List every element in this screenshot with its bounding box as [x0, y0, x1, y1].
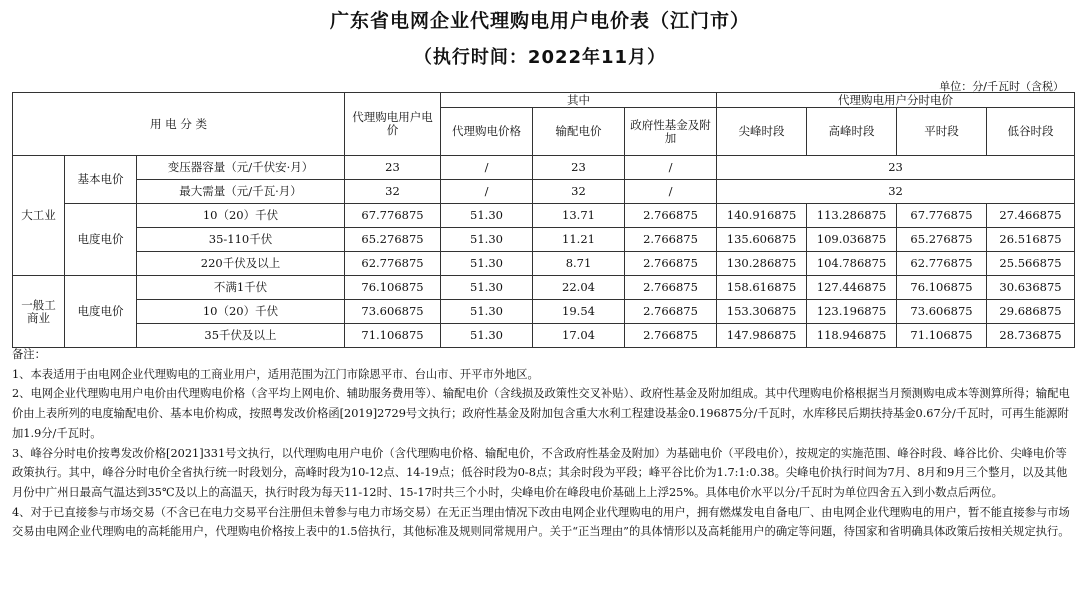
header-fund: 政府性基金及附加: [625, 108, 717, 156]
table-row: [13, 300, 1075, 324]
subgroup-energy-price: 电度电价: [65, 276, 137, 348]
cell-fund: 2.766875: [625, 324, 717, 348]
cell-high: 104.786875: [807, 252, 897, 276]
page-title: 广东省电网企业代理购电用户电价表（江门市）: [329, 10, 750, 32]
cell-agent: 32: [345, 180, 441, 204]
cell-peak: 135.606875: [717, 228, 807, 252]
cell-flat: 65.276875: [897, 228, 987, 252]
header-valley: 低谷时段: [987, 108, 1075, 156]
header-flat: 平时段: [897, 108, 987, 156]
cell-flat: 76.106875: [897, 276, 987, 300]
cell-valley: 29.686875: [987, 300, 1075, 324]
cell-valley: 27.466875: [987, 204, 1075, 228]
header-category: 用 电 分 类: [13, 93, 345, 156]
cell-fund: /: [625, 156, 717, 180]
cell-high: 127.446875: [807, 276, 897, 300]
row-name: 220千伏及以上: [137, 252, 345, 276]
table-row: [13, 252, 1075, 276]
cell-distribution: 23: [533, 156, 625, 180]
row-name: 变压器容量（元/千伏安·月）: [137, 156, 345, 180]
cell-high: 123.196875: [807, 300, 897, 324]
note-item: 1、本表适用于由电网企业代理购电的工商业用户，适用范围为江门市除恩平市、台山市、开平市外地区。: [12, 367, 539, 381]
page-subtitle: （执行时间：2022年11月）: [413, 47, 667, 68]
cell-agent: 65.276875: [345, 228, 441, 252]
cell-purchase: 51.30: [441, 252, 533, 276]
cell-fund: 2.766875: [625, 300, 717, 324]
table-row: [13, 180, 1075, 204]
cell-agent: 71.106875: [345, 324, 441, 348]
cell-peak: 158.616875: [717, 276, 807, 300]
cell-agent: 73.606875: [345, 300, 441, 324]
cell-peak: 153.306875: [717, 300, 807, 324]
group-label-line2: 商业: [27, 310, 50, 325]
table-row: [13, 228, 1075, 252]
cell-tou-merged: 32: [717, 180, 1075, 204]
row-name: 10（20）千伏: [137, 300, 345, 324]
notes-heading: 备注：: [12, 348, 46, 361]
cell-peak: 147.986875: [717, 324, 807, 348]
cell-high: 118.946875: [807, 324, 897, 348]
cell-distribution: 22.04: [533, 276, 625, 300]
header-agent-price: 代理购电用户电价: [345, 93, 441, 156]
cell-high: 113.286875: [807, 204, 897, 228]
subgroup-energy-price: 电度电价: [65, 204, 137, 276]
table-row: [13, 204, 1075, 228]
cell-agent: 62.776875: [345, 252, 441, 276]
cell-tou-merged: 23: [717, 156, 1075, 180]
cell-purchase: 51.30: [441, 324, 533, 348]
header-high: 高峰时段: [807, 108, 897, 156]
header-purchase: 代理购电价格: [441, 108, 533, 156]
row-name: 不满1千伏: [137, 276, 345, 300]
cell-flat: 73.606875: [897, 300, 987, 324]
cell-purchase: 51.30: [441, 276, 533, 300]
table-row: [13, 276, 1075, 300]
unit-label: 单位：分/千瓦时（含税）: [939, 80, 1064, 93]
cell-distribution: 32: [533, 180, 625, 204]
price-table: [12, 92, 1075, 348]
cell-fund: 2.766875: [625, 252, 717, 276]
cell-valley: 25.566875: [987, 252, 1075, 276]
cell-flat: 67.776875: [897, 204, 987, 228]
group-general-commercial: [13, 276, 65, 348]
cell-purchase: 51.30: [441, 228, 533, 252]
cell-fund: 2.766875: [625, 276, 717, 300]
header-among: 其中: [441, 93, 717, 108]
cell-distribution: 8.71: [533, 252, 625, 276]
table-row: [13, 324, 1075, 348]
cell-flat: 62.776875: [897, 252, 987, 276]
row-name: 35-110千伏: [137, 228, 345, 252]
cell-valley: 26.516875: [987, 228, 1075, 252]
row-name: 最大需量（元/千瓦·月）: [137, 180, 345, 204]
cell-purchase: /: [441, 156, 533, 180]
subgroup-basic-price: 基本电价: [65, 156, 137, 204]
cell-purchase: /: [441, 180, 533, 204]
note-item: 3、峰谷分时电价按粤发改价格[2021]331号文执行，以代理购电用户电价（含代理购电价格、输配电价，不含政府性基金及附加）为基础电价（平段电价），按规定的实施范围、峰谷时段、峰谷比价、尖峰电价等政策执行。其中，峰谷分时电价全省执行统一时段划分，高峰时段为10-12点、14-19点；低谷时段为0-8点；其余时段为平段；峰平谷比价为1.7:1:0.38。尖峰电价执行时间为7月、8月和9月三个整月，以及其他月份中广州日最高气温达到35℃及以上的高温天，执行时段为每天11-12时、15-17时共三个小时，尖峰电价在峰段电价基础上上浮25%。具体电价水平以分/千瓦时为单位四舍五入到小数点后两位。: [12, 446, 1068, 499]
table-row: [13, 156, 1075, 180]
cell-fund: 2.766875: [625, 204, 717, 228]
cell-distribution: 13.71: [533, 204, 625, 228]
cell-purchase: 51.30: [441, 204, 533, 228]
cell-fund: /: [625, 180, 717, 204]
cell-agent: 23: [345, 156, 441, 180]
note-item: 4、对于已直接参与市场交易（不含已在电力交易平台注册但未曾参与电力市场交易）在无正当理由情况下改由电网企业代理购电的用户，拥有燃煤发电自备电厂、由电网企业代理购电的用户，暂不能直接参与市场交易由电网企业代理购电的高耗能用户，代理购电价格按上表中的1.5倍执行，其他标准及规则同常规用户。关于“正当理由”的具体情形以及高耗能用户的确定等问题，待国家和省明确具体政策后按相关规定执行。: [12, 505, 1070, 539]
cell-flat: 71.106875: [897, 324, 987, 348]
header-distribution: 输配电价: [533, 108, 625, 156]
group-label-line1: 一般工: [21, 297, 56, 312]
row-name: 10（20）千伏: [137, 204, 345, 228]
group-large-industry: 大工业: [13, 156, 65, 276]
note-item: 2、电网企业代理购电用户电价由代理购电价格（含平均上网电价、辅助服务费用等）、输配电价（含线损及政策性交叉补贴）、政府性基金及附加组成。其中代理购电价格根据当月预测购电成本等测算所得；输配电价由上表所列的电度输配电价、基本电价构成，按照粤发改价格函[2019]2729号文执行；政府性基金及附加包含重大水利工程建设基金0.196875分/千瓦时，水库移民后期扶持基金0.67分/千瓦时，可再生能源附加1.9分/千瓦时。: [12, 387, 1070, 440]
header-tou: 代理购电用户分时电价: [717, 93, 1075, 108]
cell-purchase: 51.30: [441, 300, 533, 324]
header-peak: 尖峰时段: [717, 108, 807, 156]
cell-agent: 67.776875: [345, 204, 441, 228]
cell-distribution: 19.54: [533, 300, 625, 324]
cell-peak: 140.916875: [717, 204, 807, 228]
cell-peak: 130.286875: [717, 252, 807, 276]
cell-high: 109.036875: [807, 228, 897, 252]
cell-fund: 2.766875: [625, 228, 717, 252]
cell-valley: 28.736875: [987, 324, 1075, 348]
cell-distribution: 17.04: [533, 324, 625, 348]
notes-section: [12, 345, 1070, 542]
row-name: 35千伏及以上: [137, 324, 345, 348]
cell-agent: 76.106875: [345, 276, 441, 300]
cell-valley: 30.636875: [987, 276, 1075, 300]
cell-distribution: 11.21: [533, 228, 625, 252]
